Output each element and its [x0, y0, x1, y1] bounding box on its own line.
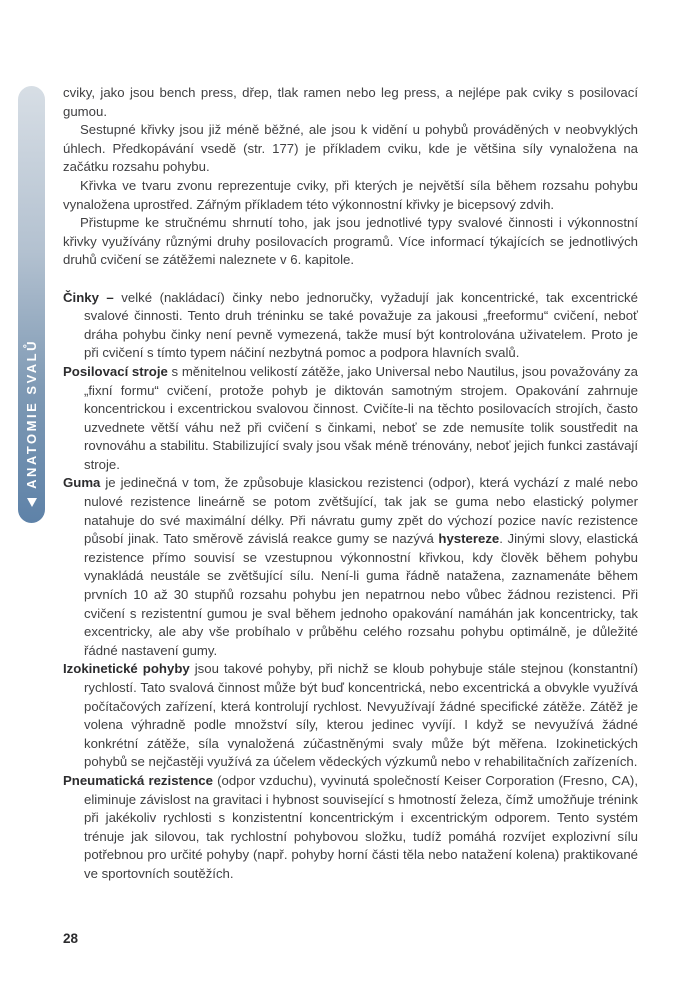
- body-text: Přistupme ke stručnému shrnutí toho, jak jsou jednotlivé typy svalové činnosti i výkonnostní křivky využívány různými druhy posilovacích programů. Více informací týkajících se jednotlivých druhů cvičení se zátěžemi naleznete v 6. kapitole.: [63, 215, 638, 268]
- bold-term: Činky –: [63, 289, 114, 305]
- bold-term: Pneumatická rezistence: [63, 772, 213, 788]
- paragraph: [63, 84, 638, 121]
- body-text: jsou takové pohyby, při nichž se kloub pohybuje stále stejnou (konstantní) rychlostí. Tato svalová činnost může být buď koncentrická, nebo excentrická a obvykle využívá počítačových zařízení, která kontrolují rychlost. Nevyužívají žádné specifické zátěže. Zátěž je volena výhradně podle množství síly, kterou jedinec vyvíjí. I když se nevyužívá žádné konkrétní zátěže, síla vynaložená zúčastněnými svaly může být měřena. Izokinetických pohybů se nejčastěji využívá za účelem vědeckých výzkumů nebo v rehabilitačních zařízeních.: [84, 661, 638, 770]
- definition-entry: [63, 772, 638, 884]
- bold-term: Posilovací stroje: [63, 363, 168, 379]
- chapter-sidebar-tab: [18, 86, 45, 523]
- page-number: 28: [63, 931, 79, 946]
- definition-entry: [63, 660, 638, 772]
- definition-entry: [63, 363, 638, 475]
- bold-term: hystereze: [438, 531, 500, 547]
- definition-entry: [63, 289, 638, 363]
- body-text: velké (nakládací) činky nebo jednoručky, vyžadují jak koncentrické, tak excentrické svalové činnosti. Tento druh tréninku se také považuje za jakousi „freeformu“ cvičení, neboť dráha pohybu činky není pevně vymezená, takže musí být kontrolována uživatelem. Proto je při cvičení s tímto typem náčiní nezbytná pomoc a podpora hlavních svalů.: [84, 289, 638, 361]
- body-text: . Jinými slovy, elastická rezistence přímo souvisí se vzestupnou výkonnostní křivkou, kdy člověk během pohybu vynakládá neustále se zvětšující sílu. Není-li guma řádně natažena, zaznamenáte během prvních 10 až 30 stupňů rozsahu pohybu jen nepatrnou nebo vůbec žádnou rezistenci. Při cvičení s rezistentní gumou je sval během jednoho opakování namáhán jak koncentricky, tak excentricky, ale aby vše probíhalo v průběhu celého rozsahu pohybu optimálně, je důležité řádné nastavení gumy.: [84, 531, 638, 658]
- body-text: s měnitelnou velikostí zátěže, jako Universal nebo Nautilus, jsou považovány za „fixní formu“ cvičení, protože pohyb je diktován samotným strojem. Opakování zahrnuje koncentrickou i excentrickou svalovou činnost. Cvičíte-li na těchto posilovacích strojích, často uzvednete větší váhu než při cvičení s činkami, neboť se zde nemusíte tolik soustředit na rovnováhu a stabilitu. Stabilizující svaly jsou však méně trénovány, neboť jejich funkci zastávají stroje.: [84, 363, 638, 472]
- body-text: Křivka ve tvaru zvonu reprezentuje cviky, při kterých je největší síla během rozsahu pohybu vynaložena uprostřed. Zářným příkladem této výkonnostní křivky je bicepsový zdvih.: [63, 177, 638, 212]
- bold-term: Guma: [63, 475, 101, 491]
- bold-term: Izokinetické pohyby: [63, 661, 190, 677]
- body-text: (odpor vzduchu), vyvinutá společností Keiser Corporation (Fresno, CA), eliminuje závislost na gravitaci i hybnost související s hmotností železa, čímž umožňuje trénink při jakékoliv rychlosti s konzistentní koncentrickým i excentrickým odporem. Tento systém trénuje jak silovou, tak rychlostní pohybovou složku, tudíž pomáhá rozvíjet explozivní sílu potřebnou pro určité pohyby (např. pohyby horní části těla nebo natažení kolena) praktikované ve sportovních soutěžích.: [84, 772, 638, 881]
- body-text: je jedinečná v tom, že způsobuje klasickou rezistenci (odpor), která vychází z malé nebo nulové rezistence lineárně se potom zvětšující, tak jak se guma nebo elastický polymer natahuje do své maximální délky. Při návratu gumy zpět do výchozí pozice navíc rezistence působí jinak. Tato směrově závislá reakce gumy se nazývá: [84, 475, 638, 547]
- chapter-title-vertical: ANATOMIE SVALŮ: [24, 339, 39, 489]
- body-text: Sestupné křivky jsou již méně běžné, ale jsou k vidění u pohybů prováděných v neobvyklých úhlech. Předkopávání vsedě (str. 177) je příkladem cviku, kde je většina síly vynaložena na začátku rozsahu pohybu.: [63, 122, 638, 175]
- paragraph: [63, 177, 638, 214]
- text-column: [63, 84, 638, 884]
- paragraph: [63, 121, 638, 177]
- paragraph: [63, 214, 638, 270]
- chapter-arrow-icon: [27, 498, 37, 507]
- definition-entry: [63, 474, 638, 660]
- body-text: cviky, jako jsou bench press, dřep, tlak ramen nebo leg press, a nejlépe pak cviky s posilovací gumou.: [63, 85, 638, 119]
